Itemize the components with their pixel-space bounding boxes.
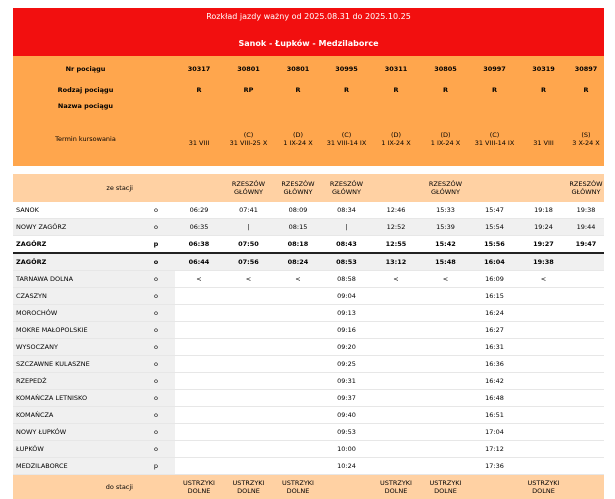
- train-type: R: [568, 82, 604, 98]
- destination-station: USTRZYKI DOLNE: [371, 475, 421, 499]
- train-type: R: [322, 82, 371, 98]
- time-cell: 08:58: [322, 271, 371, 288]
- table-row: [13, 305, 604, 322]
- table-row: [13, 373, 604, 390]
- station-name: RZEPEDŹ: [13, 373, 137, 390]
- time-cell: 16:36: [470, 356, 519, 373]
- station-name: CZASZYN: [13, 288, 137, 305]
- time-cell: 15:48: [421, 253, 470, 271]
- route-title: Sanok - Łupków - Medzilaborce: [13, 39, 604, 48]
- destination-label: do stacji: [13, 475, 137, 499]
- time-cell: 09:13: [322, 305, 371, 322]
- station-name: SANOK: [13, 202, 137, 219]
- table-row: [13, 236, 604, 254]
- time-cell: 06:35: [175, 219, 223, 236]
- time-cell: [519, 288, 568, 305]
- train-term: (D) 1 IX-24 X: [274, 114, 322, 164]
- train-number: 30897: [568, 56, 604, 82]
- time-cell: 19:44: [568, 219, 604, 236]
- station-type: o: [137, 322, 175, 339]
- time-cell: 19:38: [568, 202, 604, 219]
- train-type: R: [421, 82, 470, 98]
- time-cell: 09:40: [322, 407, 371, 424]
- time-cell: [175, 424, 223, 441]
- time-cell: [421, 322, 470, 339]
- time-cell: [519, 407, 568, 424]
- time-cell: [421, 356, 470, 373]
- time-cell: [371, 441, 421, 458]
- time-cell: 08:43: [322, 236, 371, 254]
- train-name-label: Nazwa pociągu: [13, 98, 158, 114]
- time-cell: 09:31: [322, 373, 371, 390]
- time-cell: 09:04: [322, 288, 371, 305]
- time-cell: [223, 356, 274, 373]
- train-type: R: [519, 82, 568, 98]
- train-number: 30317: [175, 56, 223, 82]
- time-cell: [421, 458, 470, 475]
- time-cell: [223, 339, 274, 356]
- time-cell: [274, 407, 322, 424]
- header-banner: [13, 8, 604, 56]
- time-cell: [175, 339, 223, 356]
- time-cell: 16:42: [470, 373, 519, 390]
- train-type: R: [470, 82, 519, 98]
- time-cell: [568, 424, 604, 441]
- time-cell: 09:37: [322, 390, 371, 407]
- time-cell: [568, 288, 604, 305]
- time-cell: |: [223, 219, 274, 236]
- station-type: o: [137, 424, 175, 441]
- time-cell: [274, 339, 322, 356]
- time-cell: 16:09: [470, 271, 519, 288]
- station-type: o: [137, 305, 175, 322]
- time-cell: [371, 356, 421, 373]
- origin-station: RZESZÓW GŁÓWNY: [274, 174, 322, 202]
- time-cell: [421, 407, 470, 424]
- train-number: 30805: [421, 56, 470, 82]
- time-cell: [175, 407, 223, 424]
- destination-station: USTRZYKI DOLNE: [223, 475, 274, 499]
- time-cell: [175, 373, 223, 390]
- time-cell: [568, 271, 604, 288]
- station-name: MOKRE MAŁOPOLSKIE: [13, 322, 137, 339]
- train-type: R: [371, 82, 421, 98]
- time-cell: |: [322, 219, 371, 236]
- time-cell: 12:52: [371, 219, 421, 236]
- time-cell: 09:53: [322, 424, 371, 441]
- table-row: [13, 407, 604, 424]
- train-term: (S) 3 X-24 X: [568, 114, 604, 164]
- time-cell: 09:20: [322, 339, 371, 356]
- time-cell: [519, 322, 568, 339]
- station-type: o: [137, 202, 175, 219]
- train-term: (D) 1 IX-24 X: [421, 114, 470, 164]
- time-cell: 17:04: [470, 424, 519, 441]
- destination-station: USTRZYKI DOLNE: [519, 475, 568, 499]
- station-type: o: [137, 219, 175, 236]
- time-cell: 13:12: [371, 253, 421, 271]
- time-cell: <: [519, 271, 568, 288]
- station-type: o: [137, 441, 175, 458]
- time-cell: 17:12: [470, 441, 519, 458]
- station-type: o: [137, 390, 175, 407]
- time-cell: [519, 390, 568, 407]
- station-name: MOROCHÓW: [13, 305, 137, 322]
- time-cell: [421, 373, 470, 390]
- time-cell: [371, 390, 421, 407]
- time-cell: [519, 424, 568, 441]
- train-type-label: Rodzaj pociągu: [13, 82, 158, 98]
- time-cell: 17:36: [470, 458, 519, 475]
- time-cell: [421, 288, 470, 305]
- station-name: TARNAWA DOLNA: [13, 271, 137, 288]
- train-number: 30801: [223, 56, 274, 82]
- train-term: (C) 31 VIII-14 IX: [322, 114, 371, 164]
- time-cell: [371, 407, 421, 424]
- table-row: [13, 356, 604, 373]
- train-term: (C) 31 VIII-14 IX: [470, 114, 519, 164]
- time-cell: 08:34: [322, 202, 371, 219]
- time-cell: [568, 305, 604, 322]
- time-cell: [519, 305, 568, 322]
- time-cell: [175, 288, 223, 305]
- timetable-grid: [13, 174, 604, 499]
- train-term: (D) 1 IX-24 X: [371, 114, 421, 164]
- station-name: ŁUPKÓW: [13, 441, 137, 458]
- train-term: 31 VIII: [175, 114, 223, 164]
- train-type-row: [13, 82, 604, 98]
- time-cell: [223, 373, 274, 390]
- time-cell: [371, 322, 421, 339]
- time-cell: 09:16: [322, 322, 371, 339]
- train-term-row: [13, 114, 604, 164]
- time-cell: [421, 390, 470, 407]
- time-cell: [274, 356, 322, 373]
- station-type: o: [137, 407, 175, 424]
- train-info-table: [13, 56, 604, 164]
- destination-station: USTRZYKI DOLNE: [274, 475, 322, 499]
- time-cell: [274, 373, 322, 390]
- time-cell: 12:55: [371, 236, 421, 254]
- table-row: [13, 390, 604, 407]
- time-cell: [274, 288, 322, 305]
- station-type: o: [137, 271, 175, 288]
- table-row: [13, 424, 604, 441]
- table-row: [13, 271, 604, 288]
- time-cell: [421, 305, 470, 322]
- time-cell: 07:41: [223, 202, 274, 219]
- table-row: [13, 458, 604, 475]
- time-cell: 19:24: [519, 219, 568, 236]
- train-type: R: [175, 82, 223, 98]
- train-term: (C) 31 VIII-25 X: [223, 114, 274, 164]
- station-type: o: [137, 339, 175, 356]
- time-cell: 16:51: [470, 407, 519, 424]
- time-cell: 08:18: [274, 236, 322, 254]
- time-cell: [421, 339, 470, 356]
- time-cell: [371, 458, 421, 475]
- time-cell: 16:04: [470, 253, 519, 271]
- train-term-label: Termin kursowania: [13, 114, 158, 164]
- train-term: 31 VIII: [519, 114, 568, 164]
- time-cell: 10:24: [322, 458, 371, 475]
- time-cell: [568, 407, 604, 424]
- time-cell: 16:15: [470, 288, 519, 305]
- station-name: NOWY ZAGÓRZ: [13, 219, 137, 236]
- time-cell: [274, 441, 322, 458]
- time-cell: [421, 424, 470, 441]
- train-type: RP: [223, 82, 274, 98]
- origin-station: RZESZÓW GŁÓWNY: [568, 174, 604, 202]
- origin-station: [519, 174, 568, 202]
- table-row: [13, 441, 604, 458]
- time-cell: [421, 441, 470, 458]
- station-name: SZCZAWNE KULASZNE: [13, 356, 137, 373]
- time-cell: 15:54: [470, 219, 519, 236]
- time-cell: 09:25: [322, 356, 371, 373]
- origin-station: RZESZÓW GŁÓWNY: [421, 174, 470, 202]
- time-cell: [223, 407, 274, 424]
- origin-station: [470, 174, 519, 202]
- time-cell: [568, 373, 604, 390]
- time-cell: 15:42: [421, 236, 470, 254]
- time-cell: [175, 322, 223, 339]
- time-cell: [223, 390, 274, 407]
- table-row: [13, 202, 604, 219]
- time-cell: [371, 339, 421, 356]
- origin-station: RZESZÓW GŁÓWNY: [322, 174, 371, 202]
- station-type: p: [137, 458, 175, 475]
- time-cell: [223, 441, 274, 458]
- time-cell: [175, 458, 223, 475]
- time-cell: [223, 424, 274, 441]
- time-cell: 16:31: [470, 339, 519, 356]
- train-type: R: [274, 82, 322, 98]
- table-row: [13, 253, 604, 271]
- time-cell: 07:56: [223, 253, 274, 271]
- time-cell: 15:56: [470, 236, 519, 254]
- time-cell: 19:47: [568, 236, 604, 254]
- time-cell: [519, 458, 568, 475]
- time-cell: [371, 305, 421, 322]
- table-row: [13, 322, 604, 339]
- train-number-label: Nr pociągu: [13, 56, 158, 82]
- time-cell: 16:48: [470, 390, 519, 407]
- station-type: o: [137, 356, 175, 373]
- station-name: WYSOCZANY: [13, 339, 137, 356]
- station-name: NOWY ŁUPKÓW: [13, 424, 137, 441]
- time-cell: 16:24: [470, 305, 519, 322]
- time-cell: [568, 253, 604, 271]
- time-cell: [568, 458, 604, 475]
- table-row: [13, 288, 604, 305]
- time-cell: [519, 373, 568, 390]
- time-cell: [519, 356, 568, 373]
- origin-row: [13, 174, 604, 202]
- origin-label: ze stacji: [13, 174, 137, 202]
- time-cell: 08:15: [274, 219, 322, 236]
- table-row: [13, 339, 604, 356]
- time-cell: [223, 288, 274, 305]
- time-cell: [371, 373, 421, 390]
- time-cell: 08:24: [274, 253, 322, 271]
- time-cell: 08:53: [322, 253, 371, 271]
- time-cell: [568, 390, 604, 407]
- time-cell: <: [175, 271, 223, 288]
- time-cell: [274, 458, 322, 475]
- time-cell: [223, 305, 274, 322]
- station-name: KOMAŃCZA: [13, 407, 137, 424]
- train-info-panel: [13, 56, 604, 166]
- time-cell: [519, 339, 568, 356]
- train-number-row: [13, 56, 604, 82]
- time-cell: 19:27: [519, 236, 568, 254]
- destination-station: USTRZYKI DOLNE: [421, 475, 470, 499]
- time-cell: 15:39: [421, 219, 470, 236]
- time-cell: [175, 356, 223, 373]
- time-cell: [223, 458, 274, 475]
- time-cell: [568, 322, 604, 339]
- time-cell: [371, 424, 421, 441]
- time-cell: 15:47: [470, 202, 519, 219]
- time-cell: 12:46: [371, 202, 421, 219]
- table-row: [13, 219, 604, 236]
- time-cell: 10:00: [322, 441, 371, 458]
- time-cell: 19:18: [519, 202, 568, 219]
- station-type: p: [137, 236, 175, 254]
- station-name: KOMAŃCZA LETNISKO: [13, 390, 137, 407]
- time-cell: [568, 339, 604, 356]
- time-cell: 06:44: [175, 253, 223, 271]
- time-cell: <: [223, 271, 274, 288]
- station-name: ZAGÓRZ: [13, 236, 137, 254]
- time-cell: [371, 288, 421, 305]
- time-cell: [175, 305, 223, 322]
- train-number: 30995: [322, 56, 371, 82]
- train-number: 30311: [371, 56, 421, 82]
- time-cell: [223, 322, 274, 339]
- station-type: o: [137, 253, 175, 271]
- time-cell: [568, 356, 604, 373]
- time-cell: 06:38: [175, 236, 223, 254]
- time-cell: [175, 390, 223, 407]
- time-cell: 15:33: [421, 202, 470, 219]
- time-cell: <: [274, 271, 322, 288]
- origin-station: RZESZÓW GŁÓWNY: [223, 174, 274, 202]
- time-cell: 06:29: [175, 202, 223, 219]
- time-cell: [519, 441, 568, 458]
- time-cell: 07:50: [223, 236, 274, 254]
- time-cell: [274, 322, 322, 339]
- time-cell: <: [421, 271, 470, 288]
- station-type: o: [137, 288, 175, 305]
- time-cell: 08:09: [274, 202, 322, 219]
- time-cell: [175, 441, 223, 458]
- train-name-row: [13, 98, 604, 114]
- time-cell: [274, 390, 322, 407]
- station-name: MEDZILABORCE: [13, 458, 137, 475]
- station-name: ZAGÓRZ: [13, 253, 137, 271]
- train-number: 30319: [519, 56, 568, 82]
- origin-station: [175, 174, 223, 202]
- validity-title: Rozkład jazdy ważny od 2025.08.31 do 2025.10.25: [13, 12, 604, 21]
- origin-station: [371, 174, 421, 202]
- time-cell: 19:38: [519, 253, 568, 271]
- time-cell: <: [371, 271, 421, 288]
- station-type: o: [137, 373, 175, 390]
- destination-station: USTRZYKI DOLNE: [175, 475, 223, 499]
- train-number: 30801: [274, 56, 322, 82]
- time-cell: [274, 305, 322, 322]
- time-cell: 16:27: [470, 322, 519, 339]
- station-rows: [13, 202, 604, 475]
- train-number: 30997: [470, 56, 519, 82]
- time-cell: [274, 424, 322, 441]
- time-cell: [568, 441, 604, 458]
